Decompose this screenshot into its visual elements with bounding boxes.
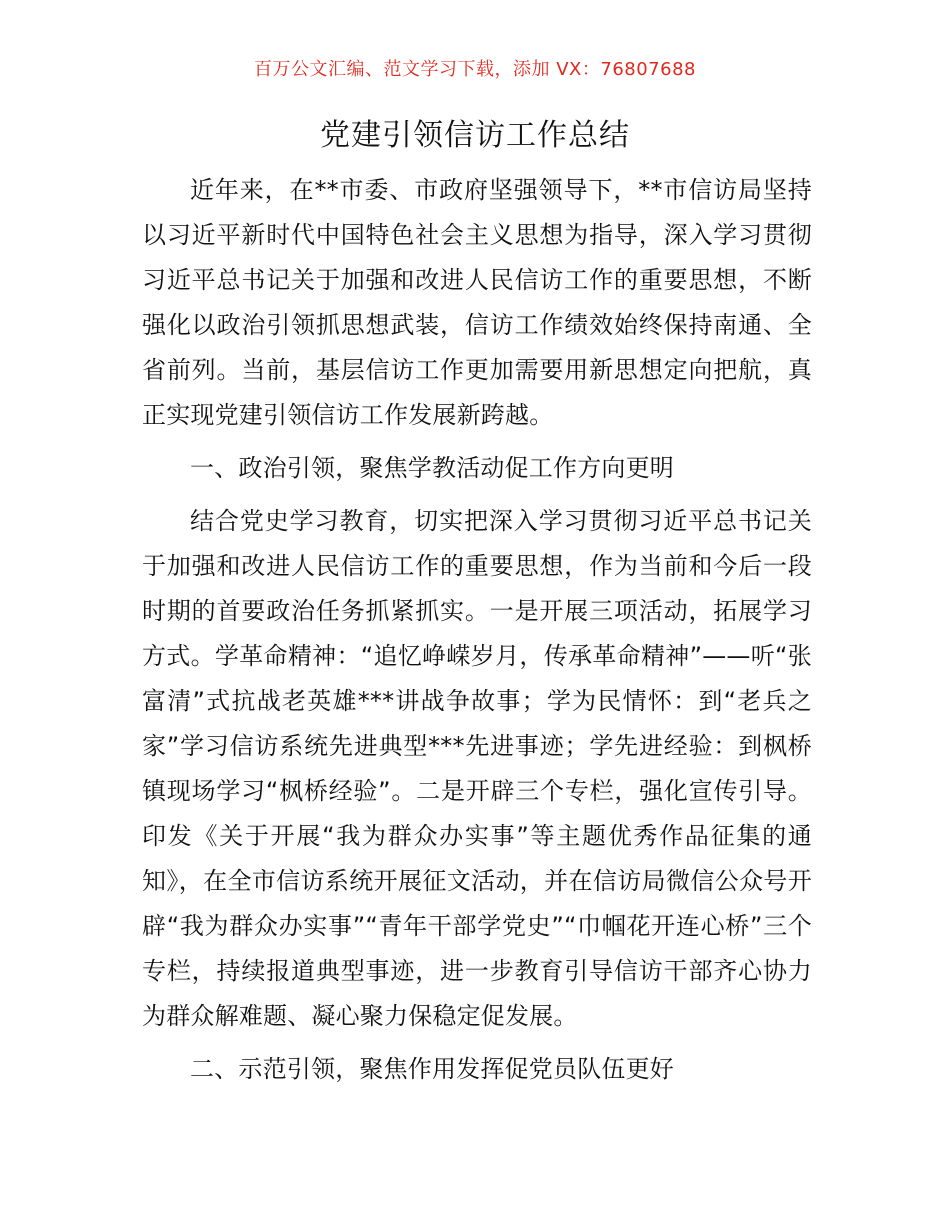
header-promo-note: 百万公文汇编、范文学习下载，添加 VX：76807688 [254, 59, 696, 80]
section-heading-1: 一、政治引领，聚焦学教活动促工作方向更明 [190, 454, 674, 482]
document-title: 党建引领信访工作总结 [320, 118, 630, 153]
intro-paragraph: 近年来，在**市委、市政府坚强领导下，**市信访局坚持以习近平新时代中国特色社会主义思想为指导，深入学习贯彻习近平总书记关于加强和改进人民信访工作的重要思想，不断强化以政治引领抓思想武装，信访工作绩效始终保持南通、全省前列。当前，基层信访工作更加需要用新思想定向把航，真正实现党建引领信访工作发展新跨越。 [142, 176, 812, 429]
section-heading-2: 二、示范引领，聚焦作用发挥促党员队伍更好 [190, 1055, 674, 1083]
section-1-paragraph: 结合党史学习教育，切实把深入学习贯彻习近平总书记关于加强和改进人民信访工作的重要思想，作为当前和今后一段时期的首要政治任务抓紧抓实。一是开展三项活动，拓展学习方式。学革命精神：“追忆峥嵘岁月，传承革命精神”——听“张富清”式抗战老英雄***讲战争故事；学为民情怀：到“老兵之家”学习信访系统先进典型***先进事迹；学先进经验：到枫桥镇现场学习“枫桥经验”。二是开辟三个专栏，强化宣传引导。印发《关于开展“我为群众办实事”等主题优秀作品征集的通知》，在全市信访系统开展征文活动，并在信访局微信公众号开辟“我为群众办实事”“青年干部学党史”“巾帼花开连心桥”三个专栏，持续报道典型事迹，进一步教育引导信访干部齐心协力为群众解难题、凝心聚力保稳定促发展。 [142, 507, 812, 1030]
document-body [142, 168, 812, 1100]
